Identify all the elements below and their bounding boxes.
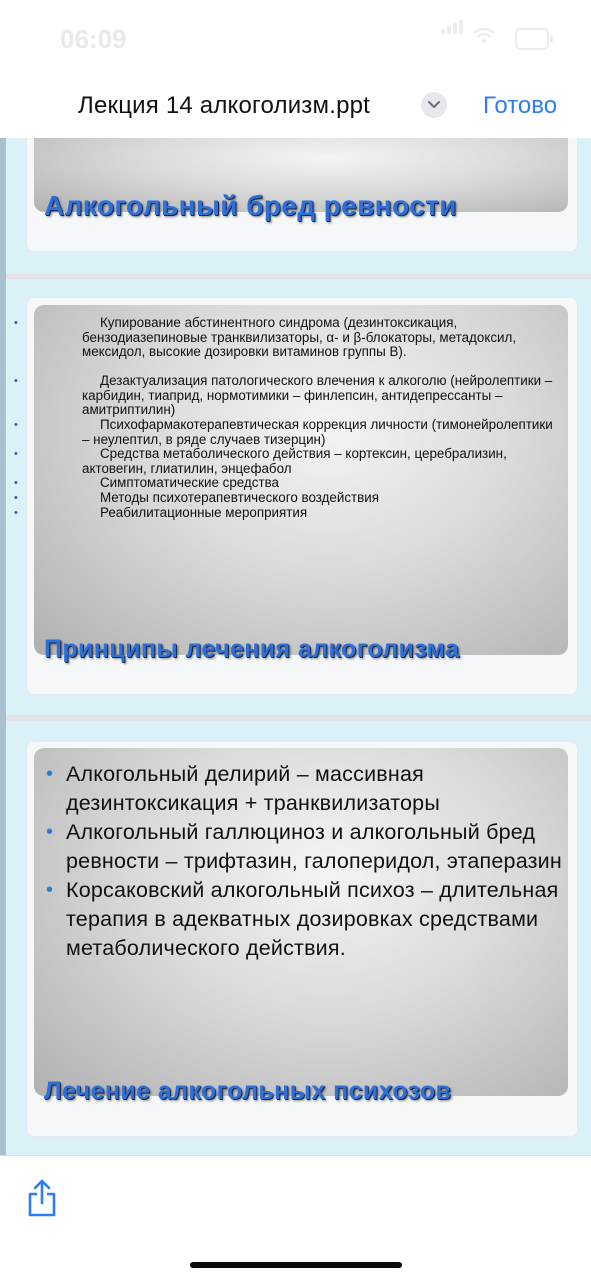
list-item: • Дезактуализация патологического влечения к алкоголю (нейролептики – карбидин, тиаприд, нормотимики – финлепсин, антидепрессанты – амитриптилин)	[14, 373, 553, 418]
done-button[interactable]: Готово	[483, 92, 558, 119]
list-item: • Алкогольный галлюциноз и алкогольный бред ревности – трифтазин, галоперидол, этаперазин	[46, 820, 562, 873]
bullet-icon: •	[46, 879, 54, 901]
document-viewer[interactable]	[0, 138, 591, 1155]
slide-title: Алкогольный бред ревности	[44, 190, 457, 221]
status-time: 06:09	[60, 24, 127, 54]
document-title[interactable]: Лекция 14 алкоголизм.ppt	[78, 92, 371, 119]
list-item: • Симптоматические средства	[14, 475, 279, 490]
list-item: • Реабилитационные мероприятия	[14, 505, 308, 520]
status-bar	[0, 0, 591, 80]
treatment-principles-list	[14, 316, 554, 521]
list-item: • Корсаковский алкогольный психоз – длительная терапия в адекватных дозировках средствами метаболического действия.	[46, 878, 559, 960]
chevron-down-icon[interactable]	[421, 92, 447, 118]
list-item: • Методы психотерапевтического воздействия	[14, 490, 380, 505]
bullet-icon: •	[46, 821, 54, 843]
battery-icon	[515, 28, 549, 50]
list-item: • Психофармакотерапевтическая коррекция личности (тимонейролептики – неулептил, в ряде случаев тизерцин)	[14, 417, 553, 447]
bullet-icon: •	[14, 492, 18, 504]
bullet-icon: •	[14, 448, 18, 460]
share-icon[interactable]	[26, 1178, 58, 1218]
bullet-icon: •	[14, 317, 18, 329]
list-item: • Алкогольный делирий – массивная дезинтоксикация + транквилизаторы	[46, 762, 440, 815]
bullet-icon: •	[14, 375, 18, 387]
slide-title: Лечение алкогольных психозов	[44, 1077, 452, 1105]
navigation-bar	[0, 80, 591, 139]
slide-title: Принципы лечения алкоголизма	[44, 635, 460, 663]
list-item: • Средства метаболического действия – кортексин, церебрализин, актовегин, глиатилин, энцефабол	[14, 446, 507, 476]
bottom-toolbar	[0, 1155, 591, 1281]
bullet-icon: •	[14, 477, 18, 489]
psychosis-treatment-list	[46, 760, 566, 963]
list-item: • Купирование абстинентного синдрома (дезинтоксикация, бензодиазепиновые транквилизаторы, α- и β-блокаторы, метадоксил, мексидол, высокие дозировки витаминов группы В).	[14, 315, 517, 360]
home-indicator	[190, 1262, 402, 1268]
bullet-icon: •	[14, 507, 18, 519]
wifi-icon	[473, 28, 495, 44]
bullet-icon: •	[46, 763, 54, 785]
slide-1	[6, 138, 591, 274]
bullet-icon: •	[14, 419, 18, 431]
